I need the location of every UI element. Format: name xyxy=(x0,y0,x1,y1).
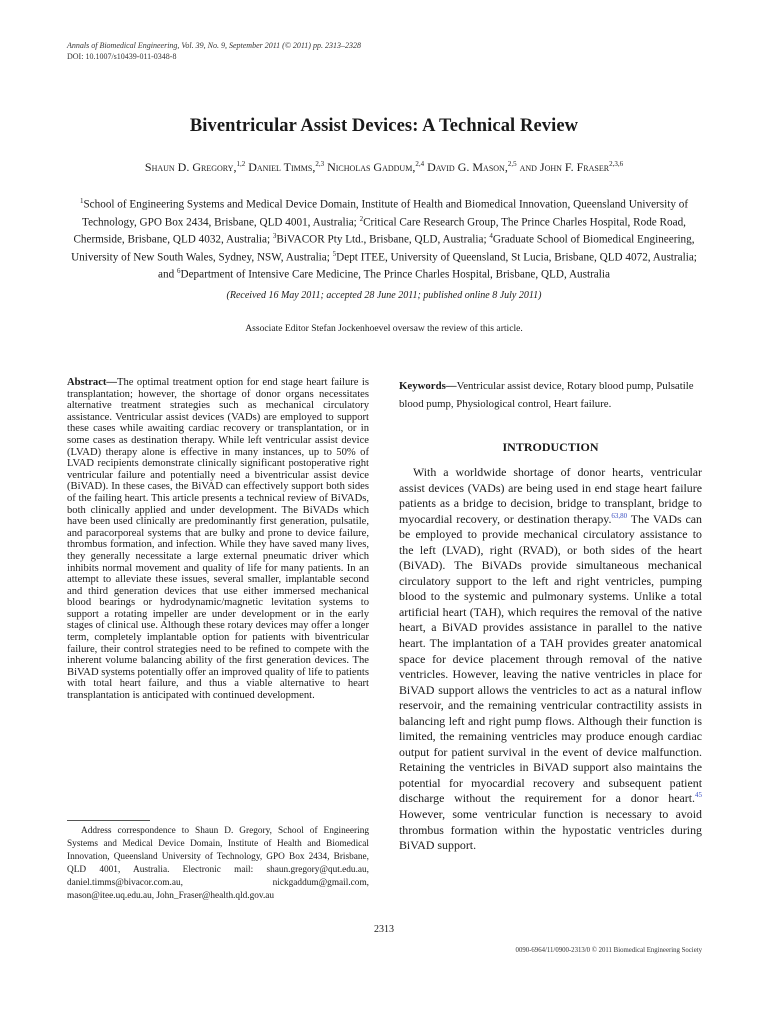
author-name: Daniel Timms, xyxy=(248,160,316,174)
affiliation-mark: 5 xyxy=(332,249,337,258)
affiliations xyxy=(65,195,703,283)
author-affiliation-mark: 1,2 xyxy=(236,160,246,168)
citation-link[interactable]: 45 xyxy=(695,791,702,800)
author-affiliation-mark: 2,3 xyxy=(315,160,325,168)
correspondence-footnote: Address correspondence to Shaun D. Gregory, School of Engineering Systems and Medical Device Domain, Institute of Health and Biomedical Innovation, Queensland University of Technology, GPO Box 2434, Brisbane, QLD 4001, Australia. Electronic mail: shaun.gregory@qut.edu.au, daniel.timms@bivacor.com.au, nickgaddum@gmail.com, mason@itee.uq.edu.au, John_Fraser@health.qld.gov.au xyxy=(67,826,369,901)
article-title: Biventricular Assist Devices: A Technical Review xyxy=(189,116,579,136)
footnote-rule xyxy=(67,820,150,821)
abstract-text: The optimal treatment option for end stage heart failure is transplantation; however, the shortage of donor organs necessitates alternative treatment strategies such as mechanical circulatory assistance. Ventricular assist devices (VADs) are employed to support these cases while awaiting cardiac recovery or transplantation, or in some cases as destination therapy. While left ventricular assist device (LVAD) therapy alone is effective in many instances, up to 50% of LVAD recipients demonstrate clinically significant postoperative right ventricular failure and potentially need a biventricular assist device (BiVAD). In these cases, the BiVAD can effectively support both sides of the failing heart. This article presents a technical review of BiVADs, both clinically applied and under development. The BiVADs which have been used clinically are predominantly first generation, pulsatile, and paracorporeal systems that are bulky and prone to device failure, thrombus formation, and infection. While they have saved many lives, they generally necessitate a large external pneumatic driver which inhibits normal movement and quality of life for many patients. In an attempt to alleviate these issues, several smaller, implantable second and third generation devices that use either immersed mechanical blood bearings or hydrodynamic/magnetic levitation systems to support a rotating impeller are under development or in the early stages of clinical use. Although these rotary devices may offer a longer term, completely implantable option for patients with biventricular failure, their control strategies need to be refined to compete with the inherent volume balancing ability of the first generation devices. The BiVAD systems potentially offer an improved quality of life to patients with total heart failure, and thus a viable alternative to heart transplantation is anticipated with continued development. xyxy=(67,377,369,702)
abstract-label: Abstract— xyxy=(67,377,118,388)
affiliation-mark: 2 xyxy=(359,214,364,223)
affiliation-text: School of Engineering Systems and Medical Device Domain, Institute of Health and Biomedical Innovation, Queensland University of Technology, GPO Box 2434, Brisbane, QLD 4001, Australia; xyxy=(82,198,689,229)
page-number: 2313 xyxy=(374,924,394,935)
doi-line: DOI: 10.1007/s10439-011-0348-8 xyxy=(67,52,177,61)
intro-text-1: With a worldwide shortage of donor hearts, ventricular assist devices (VADs) are being used in end stage heart failure patients as a bridge to decision, bridge to transplant, bridge to myocardial recovery, or destination therapy. xyxy=(399,465,702,526)
affiliation-text: Dept ITEE, University of Queensland, St Lucia, Brisbane, QLD 4072, Australia; and xyxy=(158,251,697,281)
journal-citation-line: Annals of Biomedical Engineering, Vol. 39, No. 9, September 2011 (© 2011) pp. 2313–2328 xyxy=(67,41,361,50)
keywords xyxy=(399,377,702,413)
affiliation-text: Graduate School of Biomedical Engineering, University of New South Wales, Sydney, NSW, Australia; xyxy=(71,233,695,264)
affiliation-mark: 4 xyxy=(489,232,493,241)
received-dates: (Received 16 May 2011; accepted 28 June 2011; published online 8 July 2011) xyxy=(226,290,542,301)
keywords-text: Ventricular assist device, Rotary blood pump, Pulsatile blood pump, Physiological control, Heart failure. xyxy=(399,380,694,410)
author-name: Nicholas Gaddum, xyxy=(327,160,416,174)
intro-text-2: The VADs can be employed to provide mechanical circulatory assistance to the left (LVAD), right (RVAD), or both sides of the heart (BiVAD). The BiVADs provide simultaneous mechanical circulatory support to the left and right ventricles, pumping blood to the systemic and pulmonary systems. Unlike a total artificial heart (TAH), which requires the removal of the native heart, a BiVAD provides assistance in parallel to the native heart. The implantation of a TAH provides greater anatomical space for device placement through removal of the native ventricles. However, leaving the native ventricles in place for BiVAD support allows the ventricles to act as a natural inflow reservoir, and the remaining ventricular contractility assists in balancing left and right pump flows. Although their function is limited, the remaining ventricles may produce enough cardiac output for patient survival in the event of device malfunction. Retaining the ventricles in BiVAD support also maintains the potential for myocardial recovery and subsequent patient discharge without the requirement for a donor heart. xyxy=(399,511,702,806)
introduction-paragraph xyxy=(399,465,702,854)
abstract xyxy=(67,377,369,702)
author-affiliation-mark: 2,3,6 xyxy=(609,160,624,168)
affiliation-mark: 6 xyxy=(176,267,181,276)
author-name: David G. Mason, xyxy=(427,160,508,174)
author-name: and John F. Fraser xyxy=(519,160,610,174)
author-affiliation-mark: 2,5 xyxy=(507,160,517,168)
affiliation-mark: 1 xyxy=(79,197,84,205)
introduction-heading: INTRODUCTION xyxy=(502,440,599,454)
affiliation-text: BiVACOR Pty Ltd., Brisbane, QLD, Australia; xyxy=(276,233,490,246)
citation-link[interactable]: 63,80 xyxy=(611,511,628,520)
intro-text-3: However, some ventricular function is necessary to avoid thrombus formation within the hypostatic ventricles during BiVAD support. xyxy=(399,807,702,853)
author-affiliation-mark: 2,4 xyxy=(415,160,425,168)
affiliation-mark: 3 xyxy=(272,232,277,241)
keywords-label: Keywords— xyxy=(399,380,457,392)
editor-note: Associate Editor Stefan Jockenhoevel oversaw the review of this article. xyxy=(245,323,523,334)
affiliation-text: Department of Intensive Care Medicine, The Prince Charles Hospital, Brisbane, QLD, Australia xyxy=(180,268,610,281)
author-name: Shaun D. Gregory, xyxy=(144,160,237,174)
author-list xyxy=(60,156,708,175)
copyright-line: 0090-6964/11/0900-2313/0 © 2011 Biomedical Engineering Society xyxy=(515,947,702,954)
affiliation-text: Critical Care Research Group, The Prince Charles Hospital, Rode Road, Chermside, Brisbane, QLD 4032, Australia; xyxy=(73,216,686,246)
